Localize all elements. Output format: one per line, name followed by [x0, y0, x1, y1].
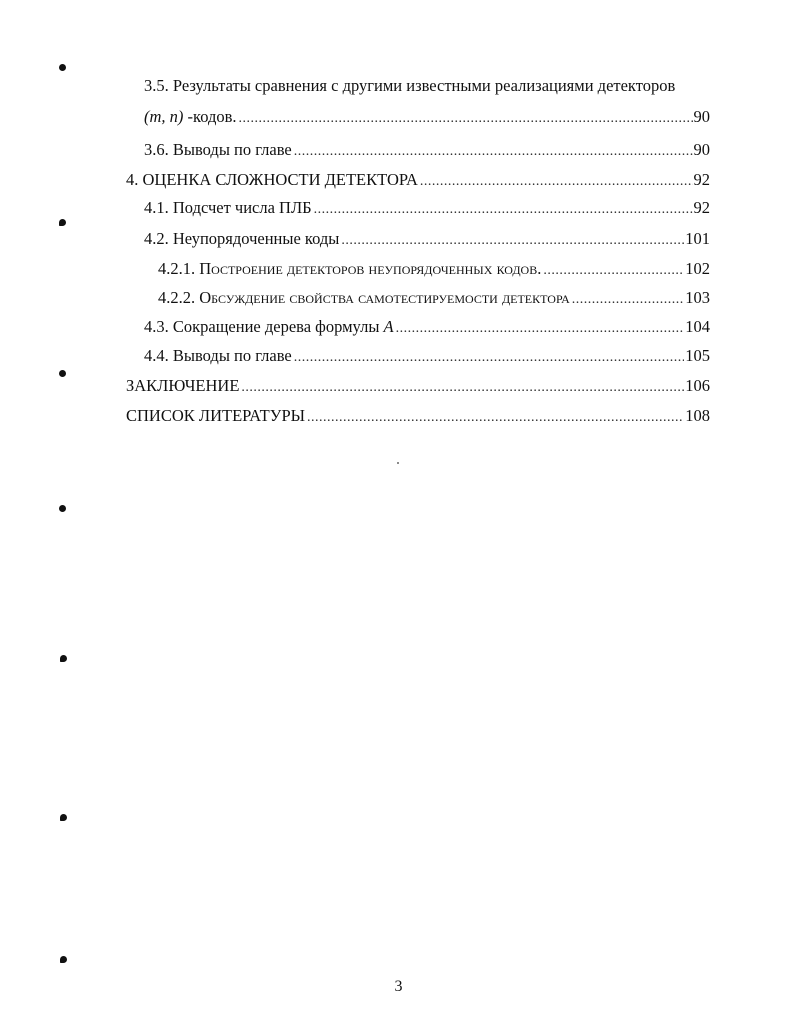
dot-leader: [307, 408, 684, 428]
toc-entry-4-4: [144, 346, 710, 368]
formula-variable: A: [383, 317, 394, 336]
toc-entry-4-2-2: [158, 288, 710, 310]
binding-mark: [60, 956, 67, 963]
binding-mark: [59, 64, 66, 71]
toc-entry-label: [144, 317, 396, 337]
dot-leader: [241, 378, 684, 398]
dot-leader: [420, 172, 693, 192]
binding-mark: [60, 655, 67, 662]
toc-entry-label-rest: -кодов.: [183, 107, 237, 126]
toc-entry-conclusion: [126, 376, 710, 398]
toc-page-number: 90: [693, 107, 710, 126]
dot-leader: [294, 348, 685, 368]
toc-page-number: 90: [693, 140, 710, 159]
toc-entry-4-2-1: [158, 259, 710, 281]
scan-speck: [397, 462, 399, 464]
page-number: 3: [394, 978, 403, 995]
toc-entry-4-1: [144, 198, 710, 220]
code-variable: (m, n): [144, 107, 184, 126]
binding-mark: [59, 370, 66, 377]
toc-entry-4: [126, 170, 710, 192]
toc-entry-label: 3.5. Результаты сравнения с другими известными реализациями детекторов: [144, 76, 676, 95]
toc-page-number: 92: [693, 198, 710, 217]
toc-entry-3-5-line1: [144, 76, 675, 96]
toc-entry-label: 4.4. Выводы по главе: [144, 346, 292, 365]
toc-page-number: 92: [693, 170, 710, 189]
toc-entry-label: [144, 107, 239, 127]
toc-page-number: 106: [685, 376, 710, 395]
binding-mark: [59, 219, 66, 226]
toc-entry-label: 3.6. Выводы по главе: [144, 140, 292, 159]
toc-entry-3-6: [144, 140, 710, 162]
toc-entry-3-5-line2: [144, 107, 710, 129]
dot-leader: [239, 109, 693, 129]
toc-entry-label: 4.2. Неупорядоченные коды: [144, 229, 340, 248]
toc-page-number: 105: [685, 346, 710, 365]
toc-page-number: 104: [685, 317, 710, 336]
toc-entry-4-2: [144, 229, 710, 251]
binding-mark: [60, 814, 67, 821]
toc-page-number: 103: [685, 288, 710, 307]
dot-leader: [572, 290, 684, 310]
toc-entry-label-text: 4.3. Сокращение дерева формулы: [144, 317, 384, 336]
binding-mark: [59, 505, 66, 512]
toc-page-number: 108: [685, 406, 710, 425]
toc-entry-label: СПИСОК ЛИТЕРАТУРЫ: [126, 406, 306, 425]
dot-leader: [396, 319, 685, 339]
dot-leader: [294, 142, 693, 162]
toc-entry-label: 4. ОЦЕНКА СЛОЖНОСТИ ДЕТЕКТОРА: [126, 170, 418, 189]
dot-leader: [341, 231, 684, 251]
toc-entry-label: ЗАКЛЮЧЕНИЕ: [126, 376, 240, 395]
dot-leader: [314, 200, 693, 220]
toc-entry-label: 4.2.1. Построение детекторов неупорядоченных кодов.: [158, 259, 542, 278]
toc-page-number: 101: [685, 229, 710, 248]
toc-page-number: 102: [685, 259, 710, 278]
toc-entry-4-3: [144, 317, 710, 339]
toc-entry-label: 4.1. Подсчет числа ПЛБ: [144, 198, 312, 217]
toc-entry-label: 4.2.2. Обсуждение свойства самотестируемости детектора: [158, 288, 570, 307]
dot-leader: [543, 261, 684, 281]
toc-entry-references: [126, 406, 710, 428]
